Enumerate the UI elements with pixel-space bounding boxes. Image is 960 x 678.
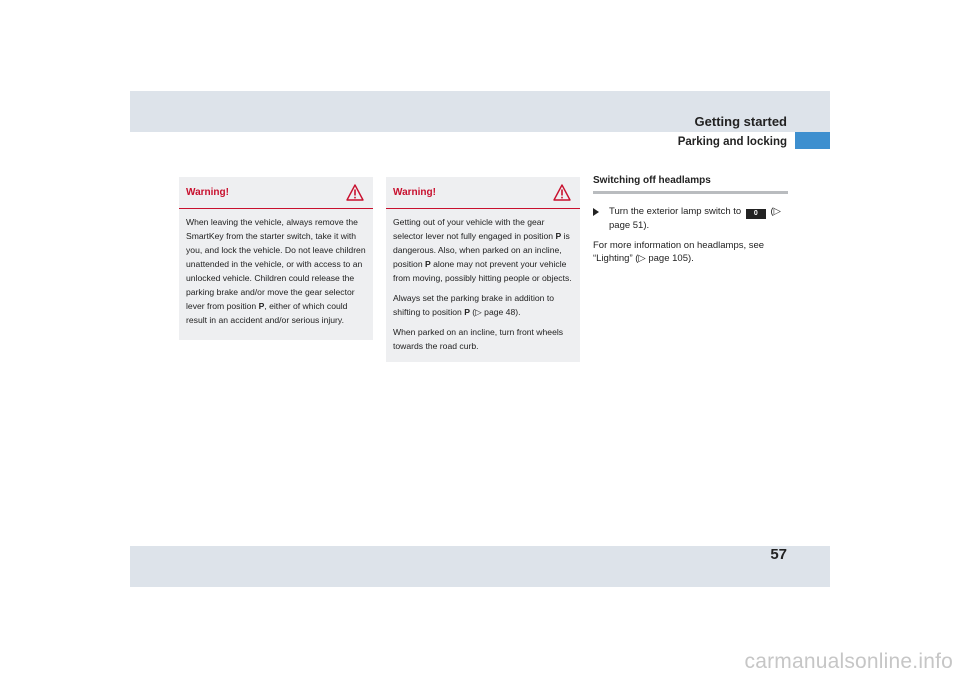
lamp-switch-icon: 0 — [746, 209, 766, 219]
warning-triangle-icon — [346, 184, 364, 201]
chapter-title: Getting started — [694, 114, 787, 129]
warning-box-right — [386, 177, 580, 362]
headlamps-info-text: For more information on headlamps, see “Lighting” (▷ page 105). — [593, 240, 765, 264]
section-title: Parking and locking — [677, 136, 787, 148]
chapter-tab — [795, 132, 830, 149]
warning-header — [179, 177, 373, 209]
page-number: 57 — [770, 546, 787, 563]
warning-body — [386, 209, 580, 353]
warning-box-left — [179, 177, 373, 340]
footer-band — [130, 546, 830, 587]
headlamps-section — [593, 175, 788, 265]
warning-title: Warning! — [393, 187, 436, 198]
watermark[interactable]: carmanualsonline.info — [744, 650, 953, 673]
warning-paragraph-2: Always set the parking brake in addition to shifting to position P (▷ page 48). — [393, 293, 554, 317]
warning-paragraph-1: Getting out of your vehicle with the gear selector lever not fully engaged in position P is dangerous. Also, when parked on an incline, position P alone may not prevent your vehicle from moving, possibly hitting people or objects. — [393, 217, 572, 283]
warning-title: Warning! — [186, 187, 229, 198]
warning-body — [179, 209, 373, 327]
warning-text: When leaving the vehicle, always remove the SmartKey from the starter switch, take it with you, and lock the vehicle. Do not leave children unattended in the vehicle, or with access to an unlocked vehicle. Children could release the parking brake and/or move the gear selector lever from position P, either of which could result in an accident and/or serious injury. — [186, 217, 366, 325]
section-heading: Switching off headlamps — [593, 175, 788, 194]
warning-triangle-icon — [553, 184, 571, 201]
bullet-arrow-icon — [593, 208, 599, 216]
warning-paragraph-3: When parked on an incline, turn front wheels towards the road curb. — [393, 327, 564, 351]
instruction-step: Turn the exterior lamp switch to 0 (▷ page 51). — [593, 205, 788, 232]
warning-header — [386, 177, 580, 209]
